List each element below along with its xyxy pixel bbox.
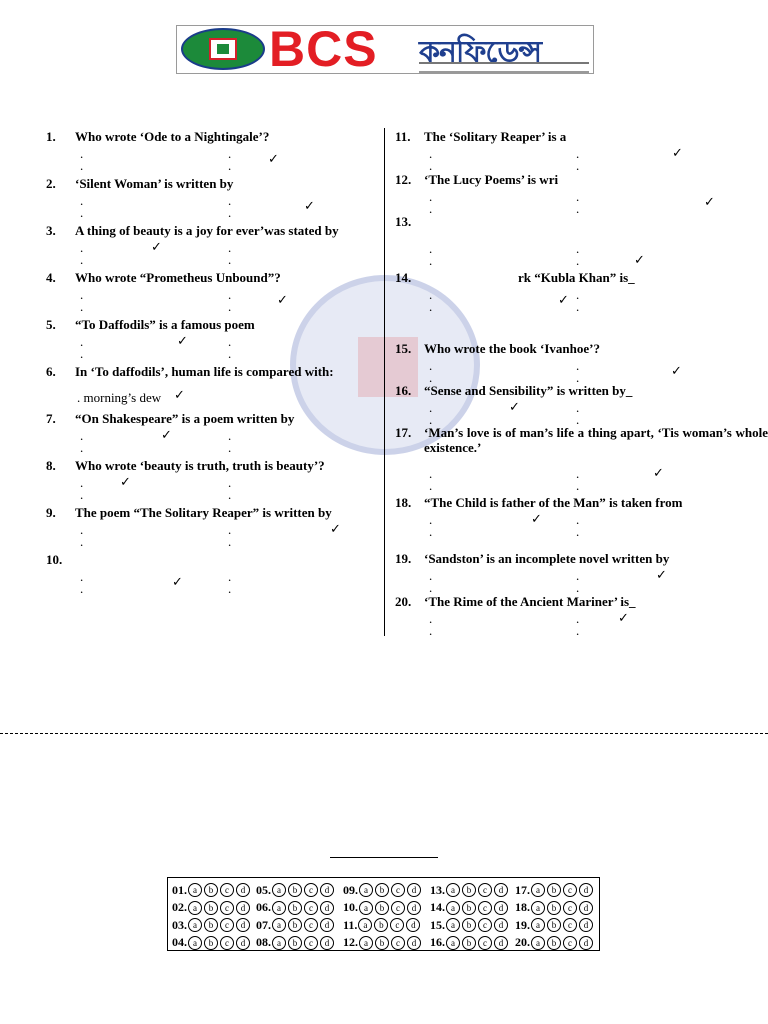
question-text: ‘The Rime of the Ancient Mariner’ is_ — [424, 594, 636, 609]
question-number: 19. — [395, 551, 412, 566]
option-dot: . — [429, 241, 433, 256]
question-text: Who wrote “Prometheus Unbound”? — [75, 270, 281, 285]
answer-bubble[interactable]: a — [188, 918, 202, 932]
answer-bubble[interactable]: c — [478, 918, 492, 932]
option-dot: . — [80, 287, 84, 302]
answer-cell — [256, 881, 336, 899]
option-dot: . — [80, 193, 84, 208]
answer-bubble[interactable]: c — [220, 901, 234, 915]
check-mark-icon: ✓ — [653, 465, 664, 480]
answer-bubble[interactable]: b — [204, 883, 218, 897]
option-dot: . — [228, 569, 232, 584]
answer-number: 04. — [172, 935, 187, 949]
answer-bubble[interactable]: a — [359, 901, 373, 915]
answer-bubble[interactable]: a — [359, 936, 373, 950]
answer-bubble[interactable]: c — [563, 883, 577, 897]
answer-number: 10. — [343, 900, 358, 914]
answer-bubble[interactable]: a — [188, 901, 202, 915]
option-dot: . — [80, 205, 84, 220]
answer-bubble[interactable]: a — [272, 883, 286, 897]
question-text: “The Child is father of the Man” is taken from — [424, 495, 683, 510]
answer-bubble[interactable]: a — [272, 918, 286, 932]
option-dot: . — [576, 478, 580, 493]
option-dot: . — [576, 466, 580, 481]
answer-number: 13. — [430, 882, 445, 897]
answer-cell — [515, 899, 595, 917]
question-number: 10. — [46, 552, 63, 567]
answer-bubble[interactable]: b — [288, 883, 302, 897]
question-text: In ‘To daffodils’, human life is compared with: — [75, 364, 334, 379]
option-dot: . — [576, 201, 580, 216]
option-dot: . — [80, 158, 84, 173]
answer-cell — [343, 934, 423, 952]
question-text: “On Shakespeare” is a poem written by — [75, 411, 295, 426]
answer-bubble[interactable]: a — [531, 918, 545, 932]
question-text: The poem “The Solitary Reaper” is written by — [75, 505, 332, 520]
option-dot: . — [429, 299, 433, 314]
option-dot: . — [228, 487, 232, 502]
answer-bubble[interactable]: d — [320, 883, 334, 897]
question-number: 13. — [395, 214, 412, 229]
option-dot: . — [80, 334, 84, 349]
answer-bubble[interactable]: b — [375, 901, 389, 915]
option-dot: . — [576, 189, 580, 204]
answer-bubble[interactable]: d — [406, 918, 420, 932]
option-dot: . — [80, 146, 84, 161]
check-mark-icon: ✓ — [161, 427, 172, 442]
answer-bubble[interactable]: c — [390, 918, 404, 932]
logo-seal-icon — [181, 28, 265, 70]
answer-bubble[interactable]: a — [272, 901, 286, 915]
option-dot: . — [80, 299, 84, 314]
brand-bangla: কনফিডেন্স — [419, 35, 542, 70]
check-mark-icon: ✓ — [120, 474, 131, 489]
check-mark-icon: ✓ — [151, 239, 162, 254]
option-dot: . — [429, 412, 433, 427]
option-dot: . — [228, 146, 232, 161]
answer-bubble[interactable]: d — [320, 918, 334, 932]
answer-bubble[interactable]: d — [579, 918, 593, 932]
option-dot: . — [429, 146, 433, 161]
question-text: A thing of beauty is a joy for ever’was stated by — [75, 223, 339, 238]
check-mark-icon: ✓ — [671, 363, 682, 378]
option-dot: . — [228, 581, 232, 596]
answer-bubble[interactable]: b — [288, 936, 302, 950]
answer-cell — [430, 934, 510, 952]
check-mark-icon: ✓ — [672, 145, 683, 160]
option-dot: . — [228, 428, 232, 443]
answer-number: 09. — [343, 882, 358, 897]
answer-bubble[interactable]: a — [446, 883, 460, 897]
option-dot: . — [228, 334, 232, 349]
answer-bubble[interactable]: c — [220, 883, 234, 897]
option-text: . morning’s dew — [77, 390, 162, 405]
column-divider — [384, 128, 385, 636]
answer-number: 16. — [430, 935, 445, 949]
answer-bubble[interactable]: d — [407, 883, 421, 897]
banner-fine-print — [419, 62, 589, 73]
answer-bubble[interactable]: d — [579, 901, 593, 915]
answer-number: 05. — [256, 882, 271, 897]
question-number: 15. — [395, 341, 412, 356]
answer-cell — [256, 899, 336, 917]
option-dot: . — [228, 158, 232, 173]
answer-bubble[interactable]: c — [563, 918, 577, 932]
answer-bubble[interactable]: d — [320, 936, 334, 950]
question-number: 8. — [46, 458, 56, 473]
answer-cell — [515, 916, 595, 934]
answer-bubble[interactable]: b — [374, 918, 388, 932]
answer-bubble[interactable]: a — [358, 918, 372, 932]
answer-bubble[interactable]: d — [494, 901, 508, 915]
answer-cell — [430, 881, 510, 899]
answer-bubble[interactable]: c — [563, 936, 577, 950]
answer-number: 20. — [515, 935, 530, 949]
option-dot: . — [228, 240, 232, 255]
question-text: ‘Silent Woman’ is written by — [75, 176, 234, 191]
option-dot: . — [429, 580, 433, 595]
option-dot: . — [80, 440, 84, 455]
option-dot: . — [429, 524, 433, 539]
option-dot: . — [228, 287, 232, 302]
check-mark-icon: ✓ — [268, 151, 279, 166]
question-number: 14. — [395, 270, 412, 285]
option-dot: . — [429, 466, 433, 481]
question-number: 3. — [46, 223, 56, 238]
answer-number: 14. — [430, 900, 445, 914]
answer-bubble[interactable]: c — [563, 901, 577, 915]
option-dot: . — [80, 522, 84, 537]
option-dot: . — [228, 299, 232, 314]
option-dot: . — [429, 158, 433, 173]
question-text: “To Daffodils” is a famous poem — [75, 317, 255, 332]
answer-bubble[interactable]: c — [478, 901, 492, 915]
option-dot: . — [429, 623, 433, 638]
question-number: 1. — [46, 129, 56, 144]
cut-line — [0, 733, 768, 734]
answer-bubble[interactable]: b — [462, 901, 476, 915]
answer-bubble[interactable]: d — [579, 936, 593, 950]
check-mark-icon: ✓ — [656, 567, 667, 582]
option-dot: . — [576, 623, 580, 638]
answer-bubble[interactable]: a — [531, 936, 545, 950]
question-number: 9. — [46, 505, 56, 520]
question-number: 16. — [395, 383, 412, 398]
option-dot: . — [228, 475, 232, 490]
option-dot: . — [576, 580, 580, 595]
option-dot: . — [429, 478, 433, 493]
answer-bubble[interactable]: d — [236, 936, 250, 950]
answer-number: 03. — [172, 917, 187, 932]
answer-bubble[interactable]: c — [304, 883, 318, 897]
answer-row — [168, 881, 601, 899]
question-text: Who wrote ‘beauty is truth, truth is beauty’? — [75, 458, 325, 473]
option-dot: . — [80, 534, 84, 549]
answer-bubble[interactable]: b — [547, 883, 561, 897]
answer-bubble[interactable]: d — [579, 883, 593, 897]
option-dot: . — [576, 370, 580, 385]
answer-bubble[interactable]: a — [446, 901, 460, 915]
answer-cell — [343, 916, 422, 934]
check-mark-icon: ✓ — [704, 194, 715, 209]
answer-bubble[interactable]: a — [446, 936, 460, 950]
answer-bubble[interactable]: b — [288, 918, 302, 932]
check-mark-icon: ✓ — [634, 252, 645, 267]
option-dot: . — [429, 370, 433, 385]
answer-bubble[interactable]: a — [188, 883, 202, 897]
check-mark-icon: ✓ — [509, 399, 520, 414]
option-dot: . — [576, 611, 580, 626]
answer-bubble[interactable]: d — [236, 918, 250, 932]
check-mark-icon: ✓ — [558, 292, 569, 307]
answer-number: 08. — [256, 935, 271, 949]
option-dot: . — [80, 569, 84, 584]
answer-bubble[interactable]: d — [494, 918, 508, 932]
option-dot: . — [429, 358, 433, 373]
option-dot: . — [80, 252, 84, 267]
answer-bubble[interactable]: c — [220, 936, 234, 950]
option-dot: . — [429, 201, 433, 216]
option-dot: . — [576, 287, 580, 302]
answer-bubble[interactable]: c — [304, 918, 318, 932]
answer-bubble[interactable]: d — [320, 901, 334, 915]
answer-bubble[interactable]: a — [359, 883, 373, 897]
option-dot: . — [228, 440, 232, 455]
answer-bubble[interactable]: c — [220, 918, 234, 932]
check-mark-icon: ✓ — [618, 610, 629, 625]
option-dot: . — [576, 524, 580, 539]
option-dot: . — [429, 253, 433, 268]
answer-bubble[interactable]: c — [304, 901, 318, 915]
answer-cell — [172, 881, 252, 899]
answer-bubble[interactable]: d — [236, 901, 250, 915]
answer-bubble[interactable]: b — [375, 883, 389, 897]
option-dot: . — [228, 522, 232, 537]
option-dot: . — [228, 534, 232, 549]
answer-bubble[interactable]: b — [204, 901, 218, 915]
answer-cell — [256, 916, 336, 934]
question-text: Who wrote the book ‘Ivanhoe’? — [424, 341, 600, 356]
question-number: 5. — [46, 317, 56, 332]
answer-number: 11. — [343, 917, 358, 932]
answer-bubble[interactable]: d — [494, 936, 508, 950]
answer-row — [168, 916, 601, 934]
answer-bubble[interactable]: a — [188, 936, 202, 950]
question-number: 20. — [395, 594, 412, 609]
answer-number: 15. — [430, 917, 445, 932]
answer-bubble[interactable]: b — [462, 918, 476, 932]
option-dot: . — [228, 346, 232, 361]
answer-cell — [515, 934, 595, 952]
question-number: 11. — [395, 129, 411, 144]
answer-bubble[interactable]: b — [288, 901, 302, 915]
header-banner — [176, 25, 594, 74]
option-dot: . — [576, 158, 580, 173]
answer-row — [168, 934, 601, 952]
check-mark-icon: ✓ — [277, 292, 288, 307]
option-dot: . — [429, 400, 433, 415]
option-dot: . — [576, 299, 580, 314]
answer-bubble[interactable]: b — [204, 936, 218, 950]
answer-number: 07. — [256, 917, 271, 932]
answer-number: 18. — [515, 900, 530, 914]
option-dot: . — [429, 568, 433, 583]
option-dot: . — [80, 475, 84, 490]
question-text: Who wrote ‘Ode to a Nightingale’? — [75, 129, 270, 144]
answer-bubble[interactable]: c — [391, 901, 405, 915]
answer-bubble[interactable]: c — [304, 936, 318, 950]
check-mark-icon: ✓ — [531, 511, 542, 526]
check-mark-icon: ✓ — [174, 387, 185, 402]
option-dot: . — [576, 400, 580, 415]
option-dot: . — [576, 241, 580, 256]
check-mark-icon: ✓ — [304, 198, 315, 213]
signature-line — [330, 857, 438, 858]
option-dot: . — [228, 205, 232, 220]
question-number: 4. — [46, 270, 56, 285]
check-mark-icon: ✓ — [172, 574, 183, 589]
question-number: 18. — [395, 495, 412, 510]
question-text: ‘Man’s love is of man’s life a thing apart, ‘Tis woman’s whole existence.’ — [424, 425, 768, 455]
option-dot: . — [576, 146, 580, 161]
answer-sheet — [167, 877, 600, 951]
answer-bubble[interactable]: b — [375, 936, 389, 950]
answer-bubble[interactable]: b — [547, 901, 561, 915]
answer-bubble[interactable]: b — [204, 918, 218, 932]
check-mark-icon: ✓ — [177, 333, 188, 348]
answer-cell — [256, 934, 336, 952]
answer-bubble[interactable]: d — [407, 936, 421, 950]
answer-bubble[interactable]: a — [446, 918, 460, 932]
answer-bubble[interactable]: b — [547, 936, 561, 950]
question-number: 7. — [46, 411, 56, 426]
answer-cell — [430, 916, 510, 934]
answer-bubble[interactable]: d — [236, 883, 250, 897]
brand-latin: BCS — [269, 25, 378, 74]
option-dot: . — [80, 428, 84, 443]
option-dot: . — [80, 240, 84, 255]
question-text: ‘Sandston’ is an incomplete novel written by — [424, 551, 670, 566]
option-dot: . — [576, 568, 580, 583]
answer-cell — [172, 916, 252, 934]
option-dot: . — [576, 512, 580, 527]
question-number: 6. — [46, 364, 56, 379]
option-dot: . — [80, 581, 84, 596]
answer-cell — [430, 899, 510, 917]
answer-number: 17. — [515, 882, 530, 897]
answer-bubble[interactable]: a — [531, 901, 545, 915]
answer-number: 19. — [515, 917, 530, 932]
option-dot: . — [429, 189, 433, 204]
answer-cell — [343, 899, 423, 917]
option-dot: . — [429, 287, 433, 302]
answer-number: 06. — [256, 900, 271, 914]
answer-cell — [343, 881, 423, 899]
question-text: ‘The Lucy Poems’ is wri — [424, 172, 559, 187]
option-dot: . — [80, 487, 84, 502]
answer-bubble[interactable]: d — [494, 883, 508, 897]
answer-cell — [515, 881, 595, 899]
option-dot: . — [429, 512, 433, 527]
answer-bubble[interactable]: a — [531, 883, 545, 897]
answer-bubble[interactable]: c — [391, 883, 405, 897]
question-number: 12. — [395, 172, 412, 187]
answer-cell — [172, 899, 252, 917]
question-text: The ‘Solitary Reaper’ is a — [424, 129, 567, 144]
answer-bubble[interactable]: c — [478, 883, 492, 897]
question-text: rk “Kubla Khan” is_ — [518, 270, 635, 285]
answer-number: 01. — [172, 882, 187, 897]
answer-bubble[interactable]: b — [462, 936, 476, 950]
answer-bubble[interactable]: d — [407, 901, 421, 915]
answer-bubble[interactable]: b — [547, 918, 561, 932]
option-dot: . — [429, 611, 433, 626]
answer-cell — [172, 934, 252, 952]
option-dot: . — [80, 346, 84, 361]
option-dot: . — [576, 358, 580, 373]
answer-number: 12. — [343, 935, 358, 949]
option-dot: . — [576, 412, 580, 427]
check-mark-icon: ✓ — [330, 521, 341, 536]
option-dot: . — [228, 193, 232, 208]
answer-bubble[interactable]: b — [462, 883, 476, 897]
answer-bubble[interactable]: a — [272, 936, 286, 950]
answer-row — [168, 899, 601, 917]
question-number: 17. — [395, 425, 412, 440]
answer-bubble[interactable]: c — [478, 936, 492, 950]
answer-bubble[interactable]: c — [391, 936, 405, 950]
question-number: 2. — [46, 176, 56, 191]
option-dot: . — [228, 252, 232, 267]
question-text: “Sense and Sensibility” is written by_ — [424, 383, 633, 398]
answer-number: 02. — [172, 900, 187, 914]
option-dot: . — [576, 253, 580, 268]
